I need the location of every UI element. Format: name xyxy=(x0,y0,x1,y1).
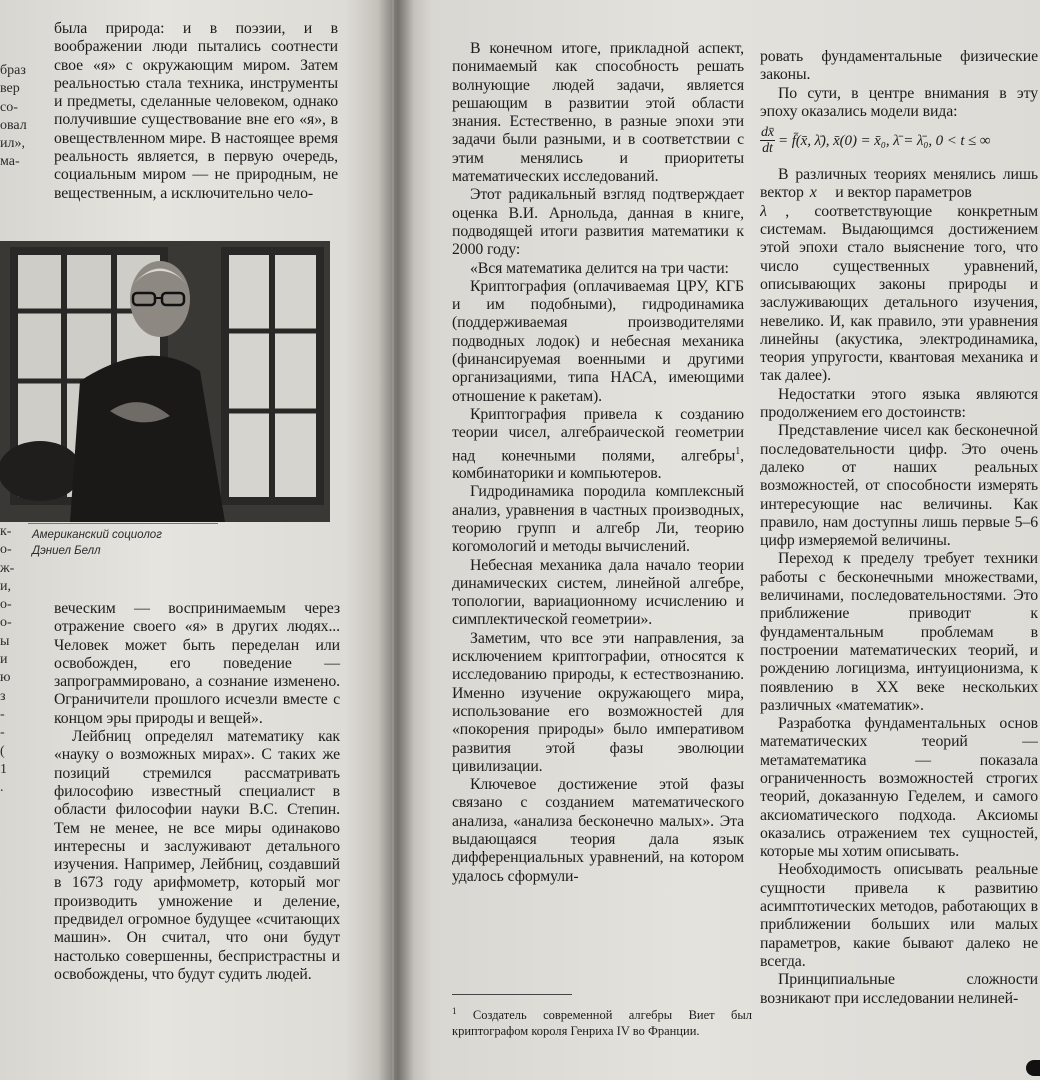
left-column-bottom-text xyxy=(54,600,340,984)
footnote-divider xyxy=(452,994,572,995)
book-gutter-shadow xyxy=(378,0,414,1080)
left-page xyxy=(0,0,392,1080)
paragraph: ровать фундаментальные физические законы. xyxy=(760,48,1038,84)
margin-fragment: и xyxy=(0,652,8,668)
quote-paragraph: Небесная механика дала начало теории динамических систем, линейной алгебре, топологии, вариационному исчислению и симплектической геометрии». xyxy=(452,556,744,629)
paragraph: была природа: и в поэзии, и в воображении люди пытались соотнести свое «я» с окружающим миром. Затем реальностью стала техника, инструменты и предметы, сделанные человеком, однако получившие существование вне его «я», в овеществленном мире. В настоящее время реальность является, в первую очередь, социальным миром — не природным, не вещественным, а исключительно чело- xyxy=(54,20,338,202)
paragraph: Этот радикальный взгляд подтверждает оценка В.И. Арнольда, данная в книге, подводящей итоги развития математики к 2000 году: xyxy=(452,186,744,259)
margin-fragment: ж- xyxy=(0,560,15,576)
footnote-text: Создатель современной алгебры Виет был криптографом короля Генриха IV во Франции. xyxy=(452,1008,752,1038)
margin-fragment: 1 xyxy=(0,761,7,777)
text-run: , комбинаторики и компьютеров. xyxy=(452,446,744,483)
paragraph: По сути, в центре внимания в эту эпоху оказались модели вида: xyxy=(760,84,1038,120)
right-page-column-1 xyxy=(452,40,744,886)
quote-paragraph xyxy=(452,406,744,483)
fraction-numerator: dx̄ xyxy=(761,125,775,141)
margin-fragment: вер xyxy=(0,81,20,97)
quote-paragraph: «Вся математика делится на три части: xyxy=(470,259,729,277)
paragraph: Представление чисел как бесконечной последовательности цифр. Это очень далеко от наших реальных возможностей, от способности измерять интересующие нас величины. Как правило, нам доступны лишь первые 5–6 цифр измеряемой величины. xyxy=(760,422,1038,550)
quote-paragraph: Гидродинамика породила комплексный анализ, уравнения в частных производных, теорию групп и алгебр Ли, теорию когомологий и методы вычислений. xyxy=(452,483,744,556)
text-run: , соответствующие конкретным системам. Выдающимся достижением этой эпохи стало выяснение того, что число существенных уравнений, описывающих законы природы и заслуживающих детального изучения, невелико. И, как правило, эти уравнения линейны (акустика, электродинамика, теория упругости, квантовая механика и так далее). xyxy=(760,202,1038,385)
margin-fragment: ( xyxy=(0,743,5,759)
paragraph: Лейбниц определял математику как «науку о возможных мирах». С таких же позиций стремился рассматривать философию известный специалист в области философии науки В.С. Степин. Тем не менее, не все миры одинаково интересны и заслуживают детального изучения. Например, Лейбниц, создавший в 1673 году арифмометр, который мог производить умножение и деление, предвидел огромное будущее «считающих машин». Он считал, что они будут настолько совершенны, беспристрастны и освобождены, что будут судить людей. xyxy=(54,728,340,983)
margin-fragment: - xyxy=(0,725,5,741)
footnote xyxy=(452,1004,752,1039)
paragraph: веческим — воспринимаемым через отражение своего «я» в других людях... Человек может быть переделан или освобожден, его поведение — запрограммировано, а сознание изменено. Ограничители прошлого исчезли вместе с концом эры природы и вещей». xyxy=(54,600,340,727)
vector-x-symbol: x⃗ xyxy=(809,184,830,202)
margin-fragment: браз xyxy=(0,63,26,78)
margin-fragment: - xyxy=(0,706,5,722)
margin-fragment: о- xyxy=(0,615,12,631)
text-run: и вектор параметров xyxy=(835,184,972,202)
margin-fragment: со- xyxy=(0,99,18,115)
paragraph: Принципиальные сложности возникают при исследовании нелиней- xyxy=(760,971,1038,1007)
text-run: В различных теориях менялись лишь вектор xyxy=(760,166,1038,202)
text-run: Криптография привела к созданию теории чисел, алгебраической геометрии над конечными полями, алгебры xyxy=(452,405,744,464)
margin-fragment: . xyxy=(0,780,4,796)
paragraph xyxy=(760,166,1038,386)
paragraph: Недостатки этого языка являются продолжением его достоинств: xyxy=(760,385,1038,422)
margin-fragment: о- xyxy=(0,597,12,613)
paragraph: Необходимость описывать реальные сущности привела к развитию асимптотических методов, работающих в приближении больших или малых параметров, какие бывают далеко не всегда. xyxy=(760,861,1038,970)
derivative-fraction xyxy=(760,125,775,156)
fraction-denominator: dt xyxy=(762,141,773,157)
margin-fragment: к- xyxy=(0,524,12,539)
photo-caption xyxy=(32,527,232,559)
cut-off-margin-fragments-bottom xyxy=(0,523,40,797)
right-page xyxy=(394,0,1040,1080)
paragraph: Переход к пределу требует техники работы с бесконечными множествами, величинами, последовательностями. Это приближение приводит к фундаментальным проблемам в построении математических теорий, и рождению логицизма, интуиционизма, к появлению в XX веке нескольких различных «математик». xyxy=(760,550,1038,714)
left-column-top-text xyxy=(54,20,338,203)
footnote-marker: 1 xyxy=(735,445,741,457)
right-page-column-2 xyxy=(760,48,1038,1008)
margin-fragment: ил», xyxy=(0,136,25,152)
paragraph: В конечном итоге, прикладной аспект, понимаемый как способность решать волнующие людей задачи, является решающим в развитии этой области знания. Естественно, в разные эпохи эти задачи были разными, и в соответствии с этим менялись и приоритеты математических исследований. xyxy=(452,40,744,186)
paragraph: Ключевое достижение этой фазы связано с созданием математического анализа, «анализа бесконечно малых». Эта выдающаяся теория дала язык дифференциальных уравнений, на котором удалось сформули- xyxy=(452,776,744,885)
margin-fragment: ы xyxy=(0,633,10,649)
caption-line: Дэниел Белл xyxy=(32,545,101,557)
vector-lambda-symbol: λ⃗ xyxy=(760,202,780,220)
margin-fragment: о- xyxy=(0,542,12,558)
margin-fragment: и, xyxy=(0,578,11,594)
quote-paragraph: Криптография (оплачиваемая ЦРУ, КГБ и им подобными), гидродинамика (поддерживаемая производителями подводных лодок) и небесная механика (финансируемая военными и другими организациями, типа НАСА, имеющими отношение к ракетам). xyxy=(452,277,744,405)
margin-fragment: з xyxy=(0,688,6,704)
margin-fragment: ма- xyxy=(0,154,20,170)
paragraph: Заметим, что все эти направления, за исключением криптографии, относятся к исследованию природы, к естествознанию. Именно изучение окружающего мира, использование его возможностей для «покорения природы» было императивом развития этой фазы эволюции цивилизации. xyxy=(452,629,744,775)
footnote-number: 1 xyxy=(452,1006,457,1016)
differential-equation-formula xyxy=(760,125,1038,156)
caption-divider xyxy=(28,523,218,524)
cut-off-margin-fragments-top xyxy=(0,62,40,172)
portrait-photo-daniel-bell xyxy=(0,241,330,522)
caption-line: Американский социолог xyxy=(32,529,162,541)
formula-right-side: = f̄(x̄, λ̄), x̄(0) = x̄₀, λ̄ = λ̄₀, 0 < t ≤ ∞ xyxy=(778,132,991,149)
margin-fragment: овал xyxy=(0,117,27,133)
margin-fragment: ю xyxy=(0,670,11,686)
portrait-photo-image xyxy=(0,241,330,522)
page-corner-shadow xyxy=(1026,1060,1040,1076)
paragraph: Разработка фундаментальных основ математических теорий — метаматематика — показала ограниченность возможностей строгих теорий, доказанную Геделем, и самого аксиоматического подхода. Аксиомы оказались отражением тех сущностей, которые мы хотим описывать. xyxy=(760,715,1038,861)
